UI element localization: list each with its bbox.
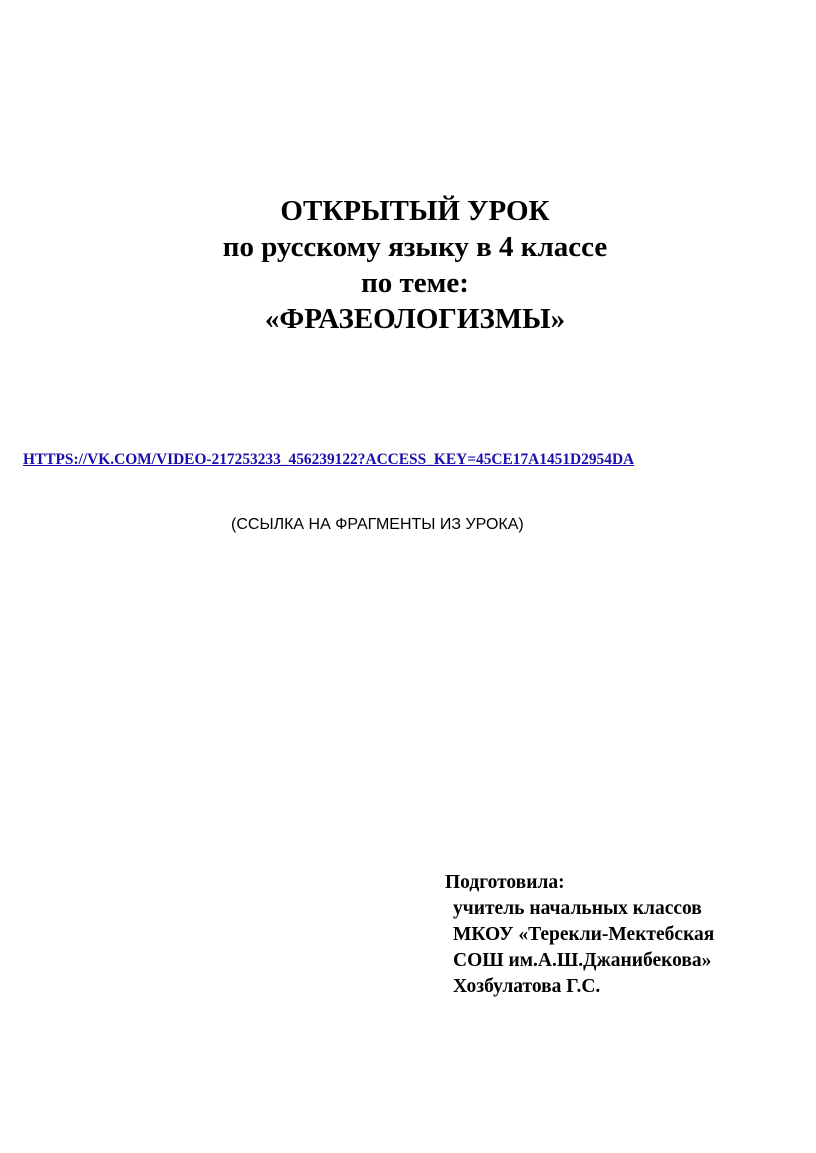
author-info: [445, 870, 805, 1000]
author-school-line-1: МКОУ «Терекли-Мектебская: [453, 924, 715, 945]
title-line-2: по русскому языку в 4 классе: [222, 231, 608, 263]
prepared-by-label: Подготовила:: [445, 872, 565, 893]
title-line-3: по теме:: [361, 267, 469, 299]
author-school-line-2: СОШ им.А.Ш.Джанибекова»: [453, 950, 712, 971]
link-note: (ССЫЛКА НА ФРАГМЕНТЫ ИЗ УРОКА): [231, 516, 524, 533]
author-name: Хозбулатова Г.С.: [453, 976, 601, 997]
author-position: учитель начальных классов: [453, 898, 702, 919]
title-line-1: ОТКРЫТЫЙ УРОК: [280, 195, 550, 227]
video-link[interactable]: HTTPS://VK.COM/VIDEO-217253233_456239122?ACCESS_KEY=45CE17A1451D2954DA: [23, 451, 635, 468]
title-line-4: «ФРАЗЕОЛОГИЗМЫ»: [264, 303, 566, 335]
lesson-title: [0, 193, 816, 337]
